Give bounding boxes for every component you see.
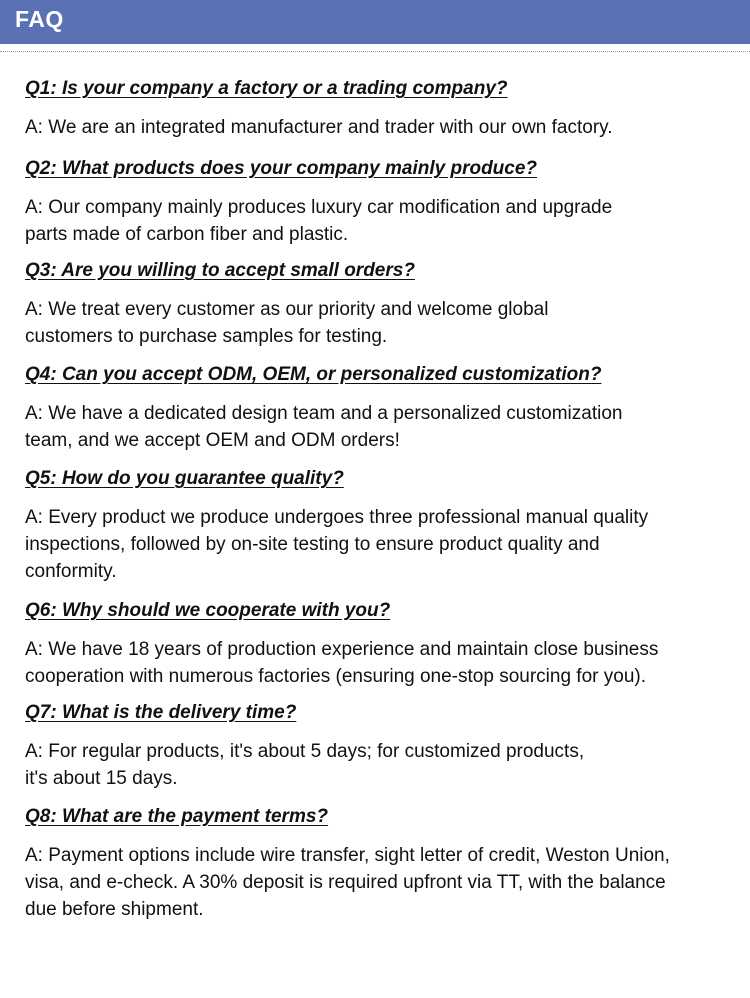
faq-header-bar [0, 0, 750, 44]
page-title: FAQ [15, 6, 64, 32]
faq-answer-5: A: Every product we produce undergoes three professional manual quality inspections, followed by on-site testing to ensure product quality and conformity. [25, 507, 649, 582]
faq-answer-7: A: For regular products, it's about 5 days; for customized products, it's about 15 days. [25, 741, 585, 789]
faq-question-2: Q2: What products does your company mainly produce? [25, 158, 538, 179]
faq-answer-6: A: We have 18 years of production experience and maintain close business cooperation with numerous factories (ensuring one-stop sourcing for you). [25, 639, 659, 687]
faq-answer-3: A: We treat every customer as our priority and welcome global customers to purchase samples for testing. [25, 299, 549, 347]
faq-question-4: Q4: Can you accept ODM, OEM, or personalized customization? [25, 364, 602, 385]
faq-question-6: Q6: Why should we cooperate with you? [25, 600, 391, 621]
faq-question-1: Q1: Is your company a factory or a trading company? [25, 78, 508, 99]
faq-question-5: Q5: How do you guarantee quality? [25, 468, 344, 489]
faq-question-3: Q3: Are you willing to accept small orders? [25, 260, 415, 281]
header-divider [0, 51, 750, 52]
faq-answer-8: A: Payment options include wire transfer, sight letter of credit, Weston Union, visa, and e-check. A 30% deposit is required upfront via TT, with the balance due before shipment. [25, 845, 670, 920]
faq-answer-1: A: We are an integrated manufacturer and trader with our own factory. [25, 117, 613, 138]
faq-question-7: Q7: What is the delivery time? [25, 702, 297, 723]
faq-answer-4: A: We have a dedicated design team and a personalized customization team, and we accept OEM and ODM orders! [25, 403, 623, 451]
faq-question-8: Q8: What are the payment terms? [25, 806, 329, 827]
faq-answer-2: A: Our company mainly produces luxury car modification and upgrade parts made of carbon fiber and plastic. [25, 197, 613, 245]
